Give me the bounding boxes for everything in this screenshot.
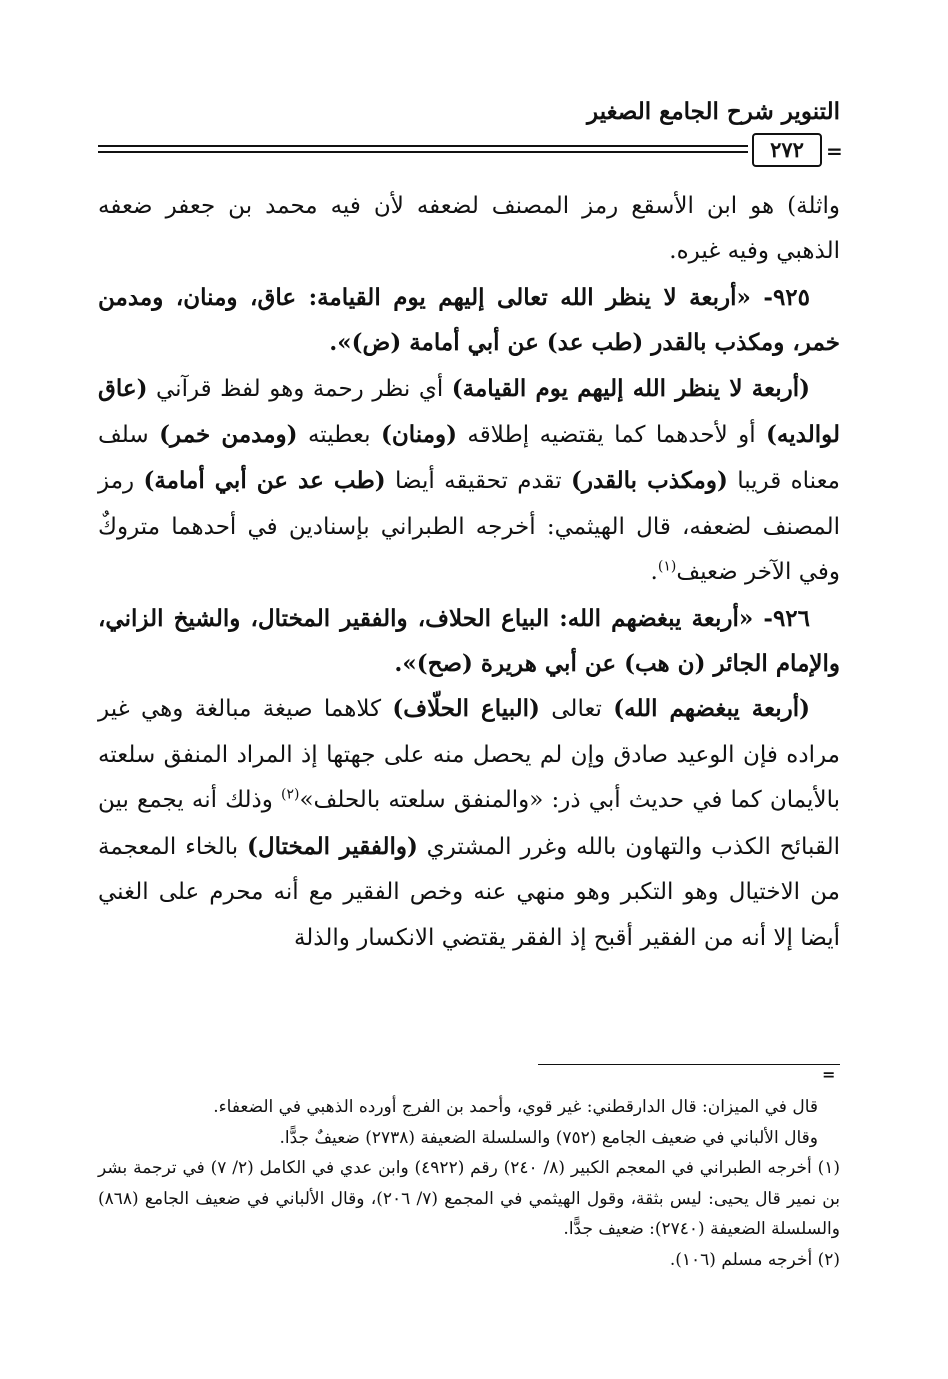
hadith-925: ٩٢٥- «أربعة لا ينظر الله تعالى إليهم يوم القيامة: عاق، ومنان، ومدمن خمر، ومكذب بالقدر (طب عد) عن أبي أمامة (ض)». [98, 283, 840, 357]
footnotes [98, 1092, 840, 1275]
footnote-1: (١) أخرجه الطبراني في المعجم الكبير (٨/ ٢٤٠) رقم (٤٩٢٢) وابن عدي في الكامل (٢/ ٧) في ترجمة بشر بن نمير قال يحيى: ليس بثقة، وقول الهيثمي في المجمع (٧/ ٢٠٦)، وقال الألباني في ضعيف الجامع (٨٦٨) والسلسلة الضعيفة (٢٧٤٠): ضعيف جدًّا. [98, 1158, 841, 1239]
hadith-926: ٩٢٦- «أربعة يبغضهم الله: البياع الحلاف، والفقير المختال، والشيخ الزاني، والإمام الجائر (ن هب) عن أبي هريرة (صح)». [98, 604, 840, 678]
ornament-mark: = [826, 139, 843, 163]
footnote-ref-2[interactable]: (٢) [281, 786, 300, 803]
bold-phrase: (ومنان) [380, 421, 457, 449]
page-number-box: ٢٧٢ [752, 133, 822, 167]
footnote-ref-1[interactable]: (١) [657, 558, 677, 575]
double-rule-bottom [98, 151, 748, 153]
bold-phrase: (ومدمن خمر) [159, 421, 298, 449]
double-rule-top [98, 145, 748, 147]
commentary-926: (أربعة يبغضهم الله) تعالى (البياع الحلّاف) كلاهما صيغة مبالغة وهي غير مراده فإن الوعيد صادق وإن لم يحصل منه على جهتها إذ المراد المنفق سلعته بالأيمان كما في حديث أبي ذر: «والمنفق سلعته بالحلف»$^{(٢)}$ وذلك أنه يجمع بين القبائح الكذب والتهاون بالله وغرر المشتري (والفقير المختال) بالخاء المعجمة من الاختيال وهو التكبر وهو منهي عنه وخص الفقير مع أنه محرم على الغني أيضا إلا أنه من الفقير أقبح إذ الفقر يقتضي الانكسار والذلة [98, 695, 840, 951]
bold-phrase: (أربعة لا ينظر الله إليهم يوم القيامة) [451, 374, 810, 402]
footnote-2: (٢) أخرجه مسلم (١٠٦). [669, 1249, 840, 1270]
commentary-925: (أربعة لا ينظر الله إليهم يوم القيامة) أي نظر رحمة وهو لفظ قرآني (عاق لوالديه) أو لأحدهما كما يقتضيه إطلاقه (ومنان) بعطيته (ومدمن خمر) سلف معناه قريبا (ومكذب بالقدر) تقدم تحقيقه أيضا (طب عد عن أبي أمامة) رمز المصنف لضعفه، قال الهيثمي: أخرجه الطبراني بإسنادين في أحدهما متروكٌ وفي الآخر ضعيف$^{(١)}$. [98, 374, 841, 586]
footnote-continuation-mark: = [822, 1065, 836, 1084]
header-rule [98, 133, 843, 173]
bold-phrase: (أربعة يبغضهم الله) [613, 695, 811, 723]
paragraph-continuation: واثلة) هو ابن الأسقع رمز المصنف لضعفه لأن فيه محمد بن جعفر ضعفه الذهبي وفيه غيره. [98, 193, 840, 265]
book-title: التنوير شرح الجامع الصغير [587, 98, 840, 125]
footnote-separator [538, 1064, 840, 1065]
main-text [98, 184, 840, 961]
footnote-continued-2: وقال الألباني في ضعيف الجامع (٧٥٢) والسلسلة الضعيفة (٢٧٣٨) ضعيفٌ جدًّا. [279, 1127, 818, 1148]
bold-phrase: (والفقير المختال) [246, 832, 418, 860]
bold-phrase: (ومكذب بالقدر) [570, 467, 728, 495]
bold-phrase: (طب عد عن أبي أمامة) [143, 467, 386, 495]
footnote-continued-1: قال في الميزان: قال الدارقطني: غير قوي، وأحمد بن الفرج أورده الذهبي في الضعفاء. [213, 1097, 818, 1117]
bold-phrase: (عاق لوالديه) [98, 374, 841, 449]
bold-phrase: (البياع الحلّاف) [392, 695, 540, 723]
running-header [98, 98, 840, 134]
